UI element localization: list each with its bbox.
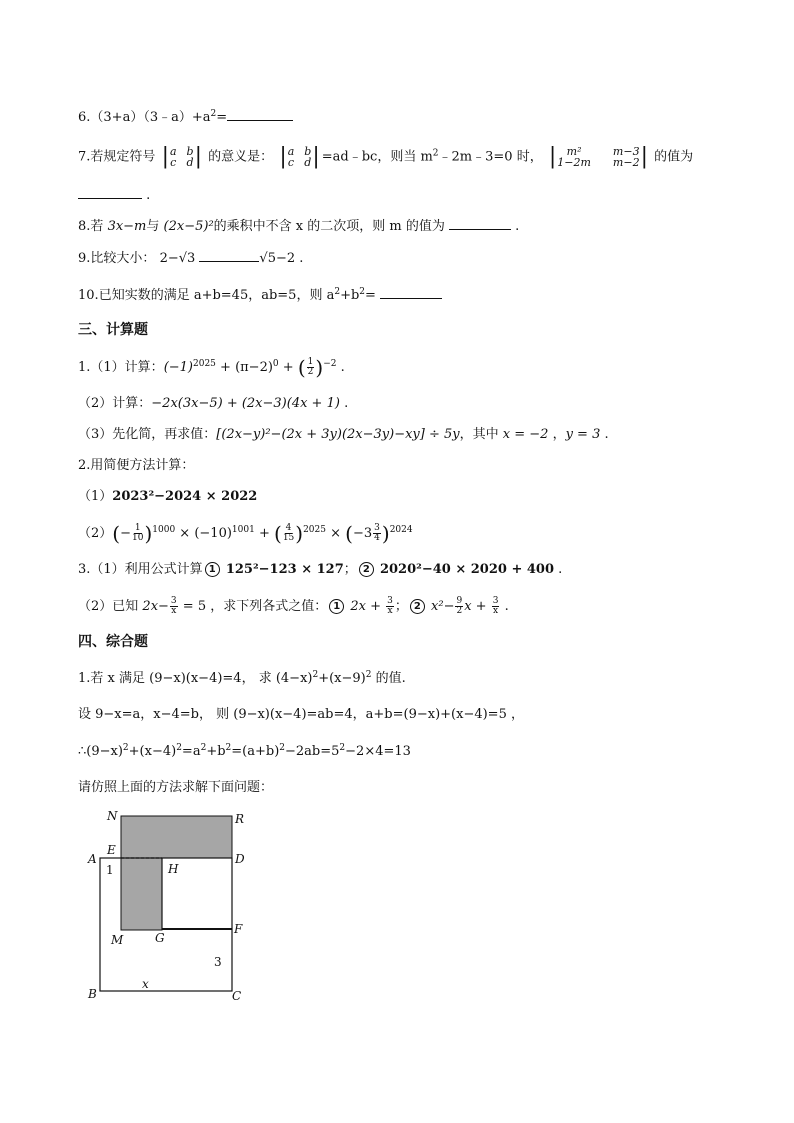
determinant-symbol: | a b c d | xyxy=(161,144,203,169)
label-B: B xyxy=(88,987,97,1001)
section-title-comprehensive: 四、综合题 xyxy=(78,634,148,650)
label-N: N xyxy=(107,809,118,823)
comprehensive-1-step-2: $\therefore(9-x)^2+(x-4)^2=a^2+b^2=(a+b)^2-2ab=5^2-2\times 4=13$ xyxy=(78,743,411,759)
comprehensive-1-problem: 1.若 x 满足 (9−x)(x−4)=4， 求 $(4-x)^2+(x-9)^2$ 的值. xyxy=(78,670,406,686)
question-10: 10.已知实数的满足 a+b=45，ab=5，则 $a^2+b^2=$ xyxy=(78,286,442,305)
calc-2-part-2: （2）(− $\frac{1}{10}$ )$^{1000} \times (-10)^{1001}$ + ( $\frac{4}{15}$ )$^{2025}$ × (−3 $\frac{3}{4}$ )$^{2024}$ xyxy=(78,521,413,546)
label-3: 3 xyxy=(214,955,222,969)
label-M: M xyxy=(111,933,124,947)
calc-1-part-3: （3）先化简，再求值：[(2x−y)²−(2x + 3y)(2x−3y)−xy] ÷ 5y，其中 x = −2 ，y = 3 . xyxy=(78,427,609,442)
answer-blank-9[interactable] xyxy=(199,249,259,262)
calc-3-part-1: 3.（1）利用公式计算 1 125²−123 × 127； 2 2020²−40 × 2020 + 400 . xyxy=(78,562,563,577)
label-A: A xyxy=(88,852,97,866)
determinant-definition: | a b c d | xyxy=(279,144,320,169)
label-1: 1 xyxy=(106,863,114,877)
question-7: 7.若规定符号 | a b c d | 的意义是： | a b c d | =ad﹣bc，则当 $m^2﹣2m﹣3=0$ 时， | m² m−3 1−2m m−2 | 的值为 xyxy=(78,144,694,169)
calc-2-part-1: （1）2023²−2024 × 2022 xyxy=(78,489,258,504)
question-7-blank-line: . xyxy=(78,186,150,205)
determinant-m: | m² m−3 1−2m m−2 | xyxy=(548,144,648,169)
answer-blank-7[interactable] xyxy=(78,186,142,199)
geometry-figure xyxy=(80,808,270,1008)
question-6: $6.(3+a)(3﹣a)+a^2=$ xyxy=(78,108,293,127)
label-E: E xyxy=(107,843,116,857)
calc-2-label: 2.用简便方法计算： xyxy=(78,458,195,473)
comprehensive-1-instruction: 请仿照上面的方法求解下面问题： xyxy=(78,780,274,795)
label-F: F xyxy=(234,922,243,936)
calc-3-part-2: （2）已知 2x− $\frac{3}{x}$ = 5 ，求下列各式之值： 1 2x + $\frac{3}{x}$ ； 2 x²− $\frac{9}{2}$ x + $\frac{3}{x}$ . xyxy=(78,596,509,616)
comprehensive-1-step-1: 设 9−x=a，x−4=b， 则 (9−x)(x−4)=ab=4，a+b=(9−x)+(x−4)=5 ， xyxy=(78,707,524,722)
label-H: H xyxy=(168,862,179,876)
label-C: C xyxy=(232,989,242,1003)
section-title-calculation: 三、计算题 xyxy=(78,322,148,338)
square-ABCD xyxy=(100,858,232,991)
answer-blank-8[interactable] xyxy=(449,217,511,230)
question-8: 8.若 3x−m与 (2x−5)²的乘积中不含 x 的二次项，则 m 的值为 . xyxy=(78,219,520,234)
label-D: D xyxy=(235,852,245,866)
answer-blank-10[interactable] xyxy=(380,286,442,299)
label-G: G xyxy=(155,931,165,945)
label-x: x xyxy=(142,977,149,991)
answer-blank-6[interactable] xyxy=(227,108,293,121)
label-R: R xyxy=(235,812,245,826)
calc-1-part-1: 1.（1）计算：$(-1)^{2025} + (\pi-2)^0$ + ( $\frac{1}{2}$ )$^{-2}$ . xyxy=(78,355,345,380)
question-9: 9.比较大小： 2−√3 √5−2 . xyxy=(78,251,304,266)
calc-1-part-2: （2）计算：−2x(3x−5) + (2x−3)(4x + 1) . xyxy=(78,396,349,411)
